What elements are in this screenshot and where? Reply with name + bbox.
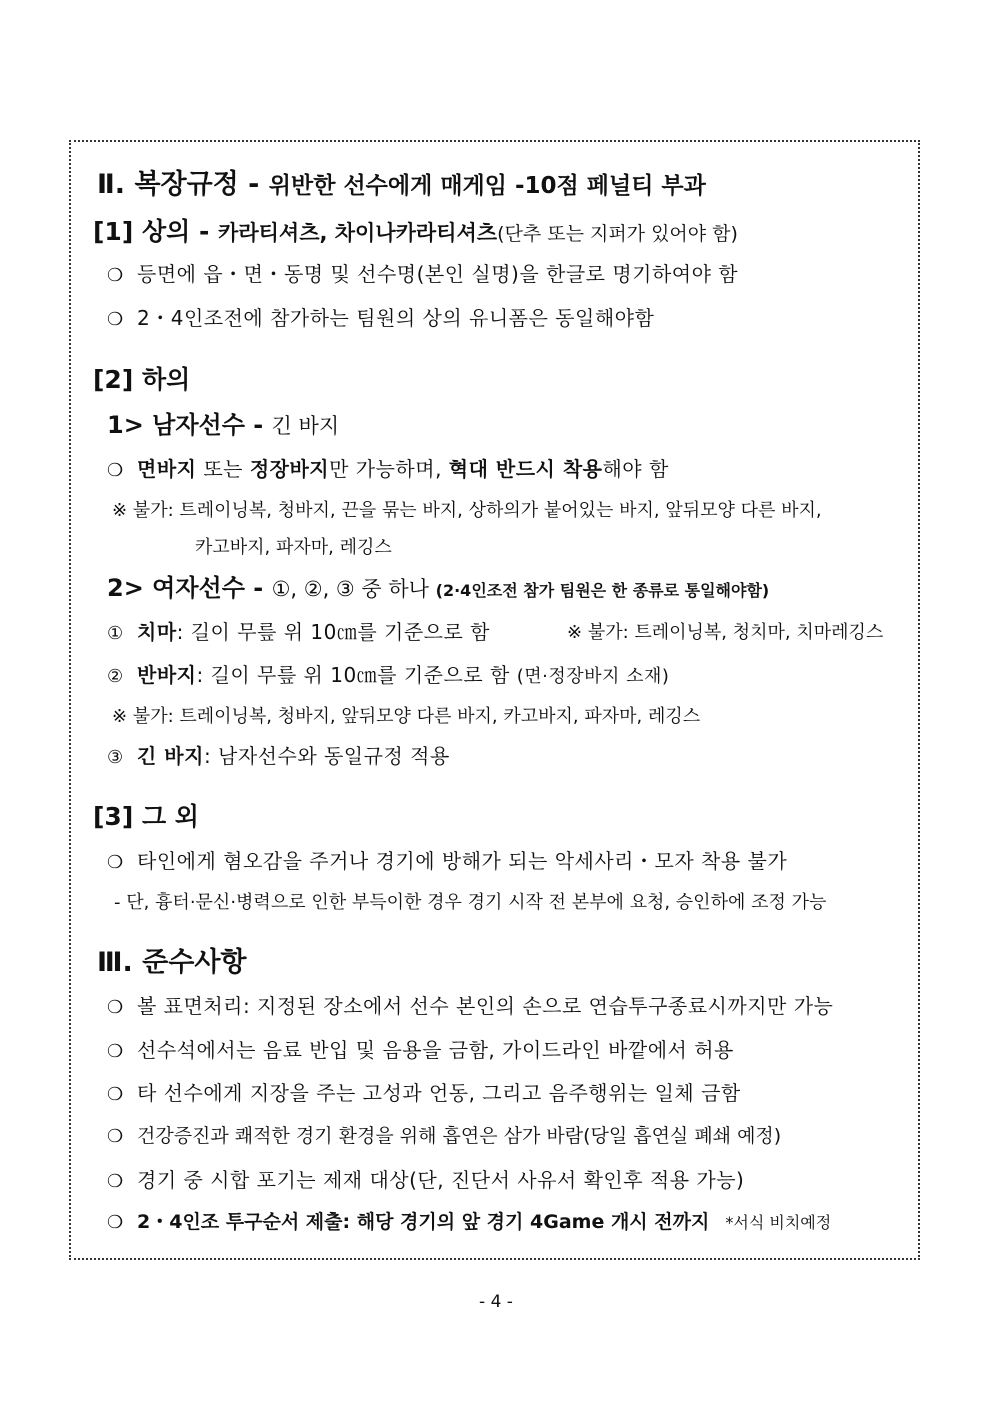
- bullet-circle-icon: ❍: [107, 309, 124, 330]
- top-paren: (단추 또는 지퍼가 있어야 함): [497, 223, 738, 245]
- section-3-heading: Ⅲ. 준수사항: [97, 947, 247, 978]
- women-option-2-note: ※ 불가: 트레이닝복, 청바지, 앞뒤모양 다른 바지, 카고바지, 파자마, 레깅스: [112, 706, 701, 727]
- option-text: : 남자선수와 동일규정 적용: [203, 744, 450, 768]
- bullet-circle-icon: ❍: [107, 1212, 124, 1233]
- option-name: 반바지: [137, 663, 197, 687]
- bullet-circle-icon: ❍: [107, 997, 124, 1018]
- women-heading: [107, 568, 769, 603]
- list-item: [107, 258, 738, 287]
- bullet-circle-icon: ❍: [107, 852, 124, 873]
- other-dash-note: - 단, 흉터·문신·병력으로 인한 부득이한 경우 경기 시작 전 본부에 요청, 승인하에 조정 가능: [114, 892, 827, 913]
- list-item-text: 건강증진과 쾌적한 경기 환경을 위해 흡연은 삼가 바람(당일 흡연실 폐쇄 예정): [137, 1125, 782, 1147]
- women-option-3: [107, 740, 450, 769]
- list-item: [107, 1077, 741, 1106]
- men-heading: [107, 405, 339, 440]
- other-heading: [3] 그 외: [93, 802, 199, 831]
- women-option-1-note: ※ 불가: 트레이닝복, 청치마, 치마레깅스: [567, 622, 884, 643]
- option-name: 치마: [137, 620, 177, 644]
- option-paren: (면·정장바지 소재): [516, 666, 670, 687]
- men-bullet-part: 혁대 반드시 착용: [448, 457, 603, 481]
- bullet-circle-icon: ❍: [107, 1084, 124, 1105]
- list-item-text: 2・4인조 투구순서 제출: 해당 경기의 앞 경기 4Game 개시 전까지: [137, 1211, 710, 1233]
- list-item: [107, 1121, 781, 1148]
- list-item-text: 2・4인조전에 참가하는 팀원의 상의 유니폼은 동일해야함: [137, 306, 655, 330]
- section-2-heading: [97, 162, 706, 201]
- women-option-2: [107, 659, 669, 688]
- men-note-line1: ※ 불가: 트레이닝복, 청바지, 끈을 묶는 바지, 상하의가 붙어있는 바지, 앞뒤모양 다른 바지,: [112, 500, 822, 521]
- list-item-text: 타 선수에게 지장을 주는 고성과 언동, 그리고 음주행위는 일체 금함: [137, 1081, 741, 1105]
- option-name: 긴 바지: [137, 744, 204, 768]
- section-2-subtitle: 위반한 선수에게 매게임 -10점 페널티 부과: [268, 173, 706, 199]
- list-item: [107, 1207, 831, 1234]
- top-items: 카라티셔츠, 차이나카라티셔츠: [218, 221, 498, 245]
- bullet-circle-icon: ❍: [107, 1126, 124, 1147]
- men-bullet-part: 또는: [196, 457, 250, 481]
- top-title: [1] 상의 -: [93, 217, 219, 246]
- men-title: 1> 남자선수 -: [107, 411, 272, 439]
- men-bullet-part: 만 가능하며,: [329, 457, 449, 481]
- women-sub: ①, ②, ③ 중 하나: [271, 577, 436, 601]
- option-number: ①: [107, 623, 124, 644]
- list-item: [107, 453, 669, 482]
- bottom-heading: [2] 하의: [93, 365, 191, 394]
- men-bullet-part: 해야 함: [602, 457, 669, 481]
- bullet-circle-icon: ❍: [107, 1171, 124, 1192]
- top-heading: [93, 212, 738, 248]
- option-number: ②: [107, 666, 124, 687]
- men-sub: 긴 바지: [271, 414, 340, 438]
- list-item: [107, 302, 654, 331]
- women-option-1: [107, 616, 490, 645]
- bullet-circle-icon: ❍: [107, 265, 124, 286]
- men-bullet-part: 면바지: [137, 457, 197, 481]
- list-item-note: *서식 비치예정: [725, 1213, 832, 1232]
- men-bullet-part: 정장바지: [249, 457, 330, 481]
- option-text: : 길이 무릎 위 10㎝를 기준으로 함: [196, 663, 517, 687]
- list-item-text: 경기 중 시합 포기는 제재 대상(단, 진단서 사유서 확인후 적용 가능): [137, 1168, 745, 1192]
- women-note: (2·4인조전 참가 팀원은 한 종류로 통일해야함): [435, 581, 770, 600]
- list-item-text: 타인에게 혐오감을 주거나 경기에 방해가 되는 악세사리・모자 착용 불가: [137, 849, 788, 873]
- men-note-line2: 카고바지, 파자마, 레깅스: [195, 537, 392, 558]
- bullet-circle-icon: ❍: [107, 1041, 124, 1062]
- list-item: [107, 1164, 744, 1193]
- list-item: [107, 845, 787, 874]
- list-item-text: 선수석에서는 음료 반입 및 음용을 금함, 가이드라인 바깥에서 허용: [137, 1038, 734, 1062]
- list-item: [107, 1034, 734, 1063]
- list-item-text: 등면에 읍・면・동명 및 선수명(본인 실명)을 한글로 명기하여야 함: [137, 262, 739, 286]
- women-title: 2> 여자선수 -: [107, 574, 272, 602]
- option-text: : 길이 무릎 위 10㎝를 기준으로 함: [176, 620, 490, 644]
- option-number: ③: [107, 747, 124, 768]
- bullet-circle-icon: ❍: [107, 460, 124, 481]
- section-2-title: Ⅱ. 복장규정 -: [97, 169, 269, 200]
- page-number: - 4 -: [479, 1292, 513, 1312]
- list-item-text: 볼 표면처리: 지정된 장소에서 선수 본인의 손으로 연습투구종료시까지만 가능: [137, 994, 834, 1018]
- list-item: [107, 990, 833, 1019]
